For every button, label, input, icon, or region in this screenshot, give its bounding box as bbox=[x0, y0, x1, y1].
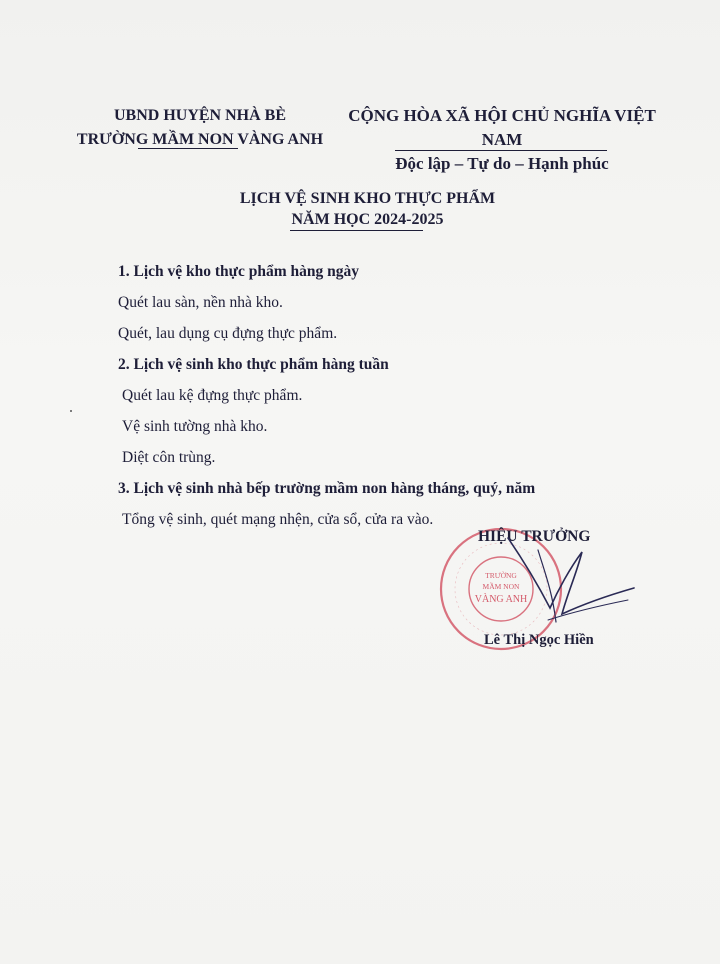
section-heading: 2. Lịch vệ sinh kho thực phẩm hàng tuần bbox=[118, 356, 389, 373]
national-motto: Độc lập – Tự do – Hạnh phúc bbox=[395, 154, 609, 173]
motto-underline bbox=[395, 150, 607, 151]
seal-text-line-2: MẦM NON bbox=[482, 582, 520, 591]
list-item: Vệ sinh tường nhà kho. bbox=[122, 418, 268, 435]
school-name-underline bbox=[138, 148, 238, 149]
section-heading: 1. Lịch vệ kho thực phẩm hàng ngày bbox=[118, 263, 359, 280]
title-line-2: NĂM HỌC 2024-2025 bbox=[291, 211, 444, 228]
list-item: Quét lau kệ đựng thực phẩm. bbox=[122, 387, 303, 404]
list-item: Tổng vệ sinh, quét mạng nhện, cửa sổ, cửa ra vào. bbox=[122, 511, 434, 528]
document-title bbox=[0, 188, 720, 230]
title-line-1: LỊCH VỆ SINH KHO THỰC PHẨM bbox=[239, 190, 496, 207]
list-item: Quét lau sàn, nền nhà kho. bbox=[118, 294, 283, 311]
section-heading: 3. Lịch vệ sinh nhà bếp trường mầm non hàng tháng, quý, năm bbox=[118, 480, 536, 497]
national-title: CỘNG HÒA XÃ HỘI CHỦ NGHĨA VIỆT NAM bbox=[348, 106, 656, 149]
signer-name: Lê Thị Ngọc Hiền bbox=[484, 632, 594, 648]
agency-header bbox=[70, 104, 330, 152]
national-header bbox=[332, 104, 672, 176]
speck bbox=[70, 410, 72, 412]
seal-text-line-1: TRƯỜNG bbox=[485, 571, 517, 580]
list-item: Diệt côn trùng. bbox=[122, 449, 216, 466]
handwritten-signature-icon bbox=[478, 530, 638, 640]
signer-title: HIỆU TRƯỞNG bbox=[478, 528, 591, 545]
agency-name: UBND HUYỆN NHÀ BÈ bbox=[113, 107, 286, 124]
list-item: Quét, lau dụng cụ đựng thực phẩm. bbox=[118, 325, 338, 342]
schedule-content bbox=[118, 256, 698, 535]
school-name: TRƯỜNG MẦM NON VÀNG ANH bbox=[76, 131, 324, 148]
title-underline bbox=[290, 230, 423, 231]
seal-text-line-3: VÀNG ANH bbox=[474, 594, 528, 605]
